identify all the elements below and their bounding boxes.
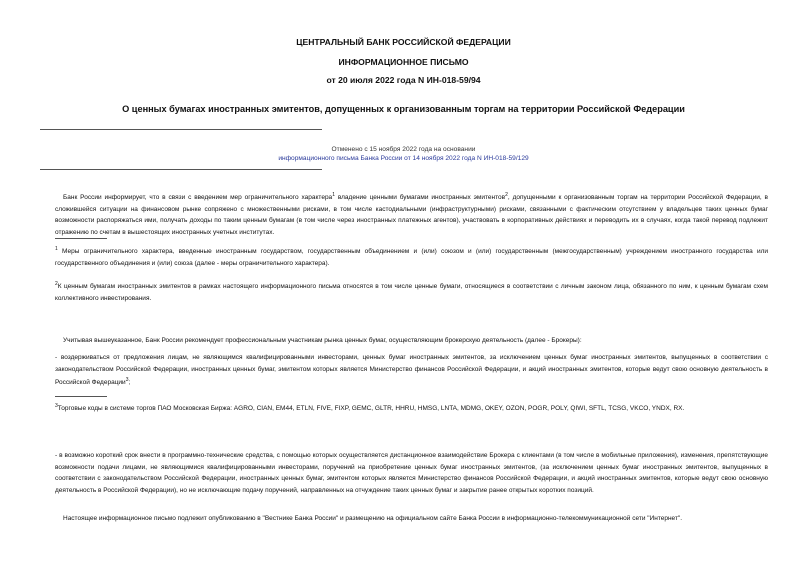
separator-line bbox=[40, 129, 322, 130]
document-date-number: от 20 июля 2022 года N ИН-018-59/94 bbox=[326, 75, 481, 85]
footnote-mark-1: 1 bbox=[55, 246, 58, 252]
footnote-mark-2: 2 bbox=[55, 281, 58, 287]
footnote-ref-2[interactable]: 2 bbox=[505, 192, 508, 198]
separator-line bbox=[40, 169, 322, 170]
paragraph-recommendation: Учитывая вышеуказанное, Банк России рекомендует профессиональным участникам рынка ценных бумаг, осуществляющим брокерскую деятельность (далее - Брокеры): bbox=[63, 337, 582, 344]
footnote-mark-3: 3 bbox=[55, 403, 58, 409]
bank-name: ЦЕНТРАЛЬНЫЙ БАНК РОССИЙСКОЙ ФЕДЕРАЦИИ bbox=[296, 37, 511, 47]
document-type: ИНФОРМАЦИОННОЕ ПИСЬМО bbox=[338, 57, 469, 67]
footnote-separator bbox=[55, 238, 107, 239]
footnote-ref-3[interactable]: 3 bbox=[125, 377, 129, 383]
paragraph-item-1: - воздерживаться от предложения лицам, не являющимся квалифицированными инвесторами, ценных бумаг иностранных эмитентов, за исключением ценных бумаг иностранных эмитентов, выпущенных в соответствии с законодательством Российской Федерации, иностранных ценных бумаг, эмитентом которых является Министерство финансов Российской Федерации, и акций иностранных эмитентов, которые ведут свою основную деятельность в Российской Федерации$^3$; bbox=[55, 354, 768, 387]
footnote-ref-1[interactable]: 1 bbox=[332, 192, 335, 198]
document-title: О ценных бумагах иностранных эмитентов, допущенных к организованным торгам на территории Российской Федерации bbox=[122, 104, 685, 114]
paragraph-item-2: - в возможно короткий срок внести в программно-технические средства, с помощью которых осуществляется дистанционное взаимодействие Брокера с клиентами (в том числе в мобильные приложения), изменения, препятствующие возможности подачи лицами, не являющимися квалифицированными инвесторами, поручений на приобретение ценных бумаг иностранных эмитентов, (за исключением ценных бумаг иностранных эмитентов, выпущенных в соответствии с законодательством Российской Федерации, иностранных ценных бумаг, эмитентом которых является Министерство финансов Российской Федерации, и акций иностранных эмитентов, которые ведут свою основную деятельность в Российской Федерации), но не исключающие подачу поручений, направленных на отчуждение таких ценных бумаг и закрытие ранее открытых коротких позиций. bbox=[55, 452, 768, 494]
status-note-line1: Отменено с 15 ноября 2022 года на основании bbox=[331, 146, 476, 153]
footnote-separator bbox=[55, 396, 107, 397]
footnote-3: $^3$Торговые коды в системе торгов ПАО Московская Биржа: AGRO, CIAN, EM44, ETLN, FIVE, FIXP, GEMC, GLTR, HHRU, HMSG, LNTA, MDMG, OKEY, OZON, POGR, POLY, QIWI, SFTL, TCSG, VKCO, YNDX, RX. bbox=[55, 403, 685, 413]
footnote-2: $^2$К ценным бумагам иностранных эмитентов в рамках настоящего информационного письма относятся в том числе ценные бумаги, относящиеся в соответствии с личным законом лица, обязанного по ним, к ценным бумагам схем коллективного инвестирования. bbox=[55, 281, 768, 302]
footnote-1: $^1$ Меры ограничительного характера, введенные иностранным государством, государственным объединением и (или) союзом и (или) государственным (межгосударственным) учреждением иностранного государства или государственного объединения и (или) союза (далее - меры ограничительного характера). bbox=[55, 246, 768, 267]
status-note-link[interactable]: информационного письма Банка России от 14 ноября 2022 года N ИН-018-59/129 bbox=[278, 155, 529, 162]
paragraph-intro: Банк России информирует, что в связи с введением мер ограничительного характера$^1$ владение ценными бумагами иностранных эмитентов$^2$, допущенными к организованным торгам на территории Российской Федерации, в сложившейся ситуации на финансовом рынке сопряжено с множественными рисками, в том числе кастодиальными (инфраструктурными) рисками, связанными с фактическим отсутствием у владельцев таких ценных бумаг возможности распоряжаться ими, получать доходы по таким ценным бумагам (в том числе через иностранных платежных агентов), участвовать в корпоративных действиях и переводить их в случаях, когда такой перевод подлежит отражению по счетам в вышестоящих иностранных учетных институтах. bbox=[55, 192, 769, 236]
paragraph-publication: Настоящее информационное письмо подлежит опубликованию в "Вестнике Банка России" и размещению на официальном сайте Банка России в информационно-телекоммуникационной сети "Интернет". bbox=[63, 515, 683, 522]
